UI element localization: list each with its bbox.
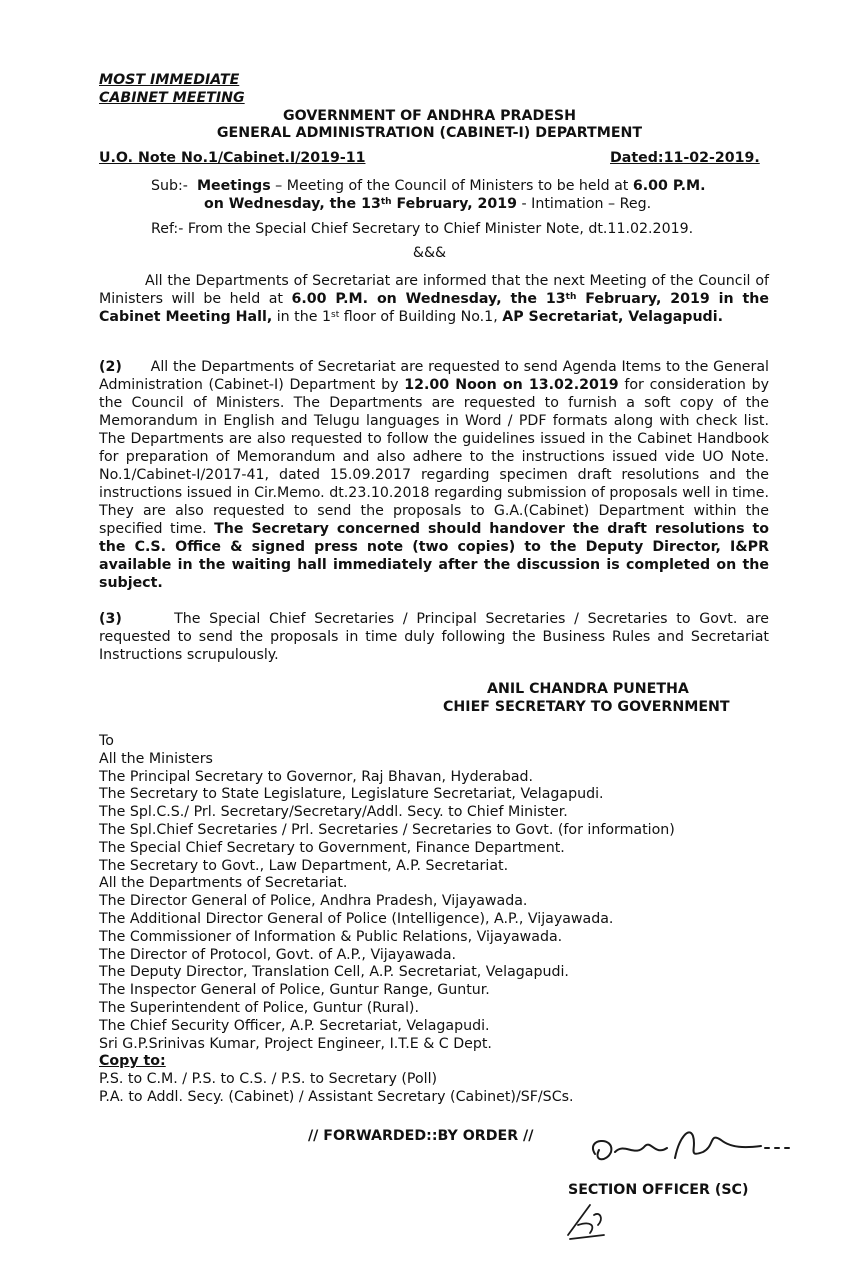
para1-bold-1: 6.00 P.M. on Wednesday, the 13	[291, 291, 566, 307]
para1-text-3: floor of Building No.1,	[339, 309, 503, 325]
subject-day: on Wednesday, the 13	[204, 196, 381, 212]
list-item: Sri G.P.Srinivas Kumar, Project Engineer, I.T.E & C Dept.	[99, 1035, 492, 1052]
paragraph-3	[99, 610, 769, 664]
list-item: P.S. to C.M. / P.S. to C.S. / P.S. to Secretary (Poll)	[99, 1071, 438, 1088]
subject-prefix: Sub:-	[151, 178, 188, 194]
para1-text-2: in the 1	[272, 309, 331, 325]
para2-text-1: All the Departments of Secretariat are requested to send Agenda Items to the General Administration (Cabinet-I) Department by	[99, 359, 770, 393]
separator: &&&	[412, 245, 447, 261]
subject-line-1	[151, 177, 706, 195]
government-heading: GOVERNMENT OF ANDHRA PRADESH	[283, 108, 576, 124]
list-item: P.A. to Addl. Secy. (Cabinet) / Assistant Secretary (Cabinet)/SF/SCs.	[99, 1088, 574, 1105]
priority-most-immediate: MOST IMMEDIATE	[99, 72, 240, 88]
para2-bold-1: 12.00 Noon on 13.02.2019	[404, 377, 619, 393]
para2-text-2: for consideration by the Council of Ministers. The Departments are requested to furnish a soft copy of the Memorandum in English and Telugu languages in Word / PDF formats along with check list. The Departments are also requested to follow the guidelines issued in the Cabinet Handbook for preparation of Memorandum and also adhere to the instructions issued vide UO Note. No.1/Cabinet-I/2017-41, dated 15.09.2017 regarding specimen draft resolutions and the instructions issued in Cir.Memo. dt.23.10.2018 regarding submission of proposals well in time. They are also requested to send the proposals to G.A.(Cabinet) Department within the specified time.	[99, 377, 769, 537]
subject-sup: th	[380, 197, 392, 207]
subject-text-2: - Intimation – Reg.	[517, 196, 652, 212]
list-item: The Spl.Chief Secretaries / Prl. Secretaries / Secretaries to Govt. (for information)	[99, 821, 675, 838]
forwarded-by-order: // FORWARDED::BY ORDER //	[308, 1128, 534, 1144]
to-label: To	[99, 733, 114, 749]
list-item: The Commissioner of Information & Public Relations, Vijayawada.	[99, 928, 563, 945]
para1-bold-3: AP Secretariat, Velagapudi.	[502, 309, 723, 325]
list-item: The Deputy Director, Translation Cell, A.P. Secretariat, Velagapudi.	[99, 964, 569, 981]
para1-sup-1: th	[565, 292, 577, 302]
subject-line-2	[204, 195, 651, 213]
list-item: The Director of Protocol, Govt. of A.P., Vijayawada.	[99, 946, 457, 963]
para1-bold-2: February, 2019 in the Cabinet Meeting Hall,	[99, 291, 769, 325]
signatory-title: CHIEF SECRETARY TO GOVERNMENT	[443, 699, 730, 715]
subject-month: February, 2019	[391, 196, 518, 212]
list-item: All the Ministers	[99, 750, 213, 767]
para3-number: (3)	[99, 611, 122, 627]
department-heading: GENERAL ADMINISTRATION (CABINET-I) DEPARTMENT	[216, 125, 643, 141]
list-item: The Director General of Police, Andhra Pradesh, Vijayawada.	[99, 893, 528, 910]
para1-text-1: All the Departments of Secretariat are informed that the next Meeting of the Council of Ministers will be held at	[99, 273, 769, 307]
signatory-name: ANIL CHANDRA PUNETHA	[487, 681, 689, 697]
subject-text-1: – Meeting of the Council of Ministers to be held at	[270, 178, 633, 194]
list-item: The Principal Secretary to Governor, Raj Bhavan, Hyderabad.	[99, 768, 534, 785]
subject-meetings: Meetings	[196, 178, 271, 194]
paragraph-1	[99, 272, 769, 326]
list-item: The Additional Director General of Police (Intelligence), A.P., Vijayawada.	[99, 910, 614, 927]
para1-sup-2: st	[331, 310, 340, 320]
paragraph-2	[99, 358, 769, 592]
list-item: The Secretary to Govt., Law Department, A.P. Secretariat.	[99, 857, 509, 874]
list-item: The Special Chief Secretary to Government, Finance Department.	[99, 839, 565, 856]
section-officer-title: SECTION OFFICER (SC)	[568, 1182, 749, 1198]
priority-cabinet-meeting: CABINET MEETING	[99, 90, 245, 106]
para2-bold-2: The Secretary concerned should handover the draft resolutions to the C.S. Office & signed press note (two copies) to the Deputy Director, I&PR available in the waiting hall immediately after the discussion is completed on the subject.	[99, 521, 769, 591]
copy-to-label: Copy to:	[99, 1053, 166, 1070]
note-date: Dated:11-02-2019.	[610, 150, 760, 166]
list-item: The Secretary to State Legislature, Legislature Secretariat, Velagapudi.	[99, 786, 604, 803]
subject-time: 6.00 P.M.	[632, 178, 706, 194]
para3-text: The Special Chief Secretaries / Principal Secretaries / Secretaries to Govt. are requested to send the proposals in time duly following the Business Rules and Secretariat Instructions scrupulously.	[99, 611, 769, 663]
list-item: The Inspector General of Police, Guntur Range, Guntur.	[99, 982, 490, 999]
initials-scribble	[560, 1195, 620, 1245]
list-item: The Chief Security Officer, A.P. Secretariat, Velagapudi.	[99, 1017, 490, 1034]
list-item: The Spl.C.S./ Prl. Secretary/Secretary/Addl. Secy. to Chief Minister.	[99, 804, 568, 821]
signature-scribble	[575, 1118, 835, 1174]
distribution-list	[99, 732, 799, 1106]
note-number: U.O. Note No.1/Cabinet.I/2019-11	[99, 150, 366, 166]
list-item: All the Departments of Secretariat.	[99, 875, 348, 892]
reference-line: Ref:- From the Special Chief Secretary to Chief Minister Note, dt.11.02.2019.	[151, 221, 694, 237]
list-item: The Superintendent of Police, Guntur (Rural).	[99, 999, 419, 1016]
para2-number: (2)	[99, 359, 122, 375]
